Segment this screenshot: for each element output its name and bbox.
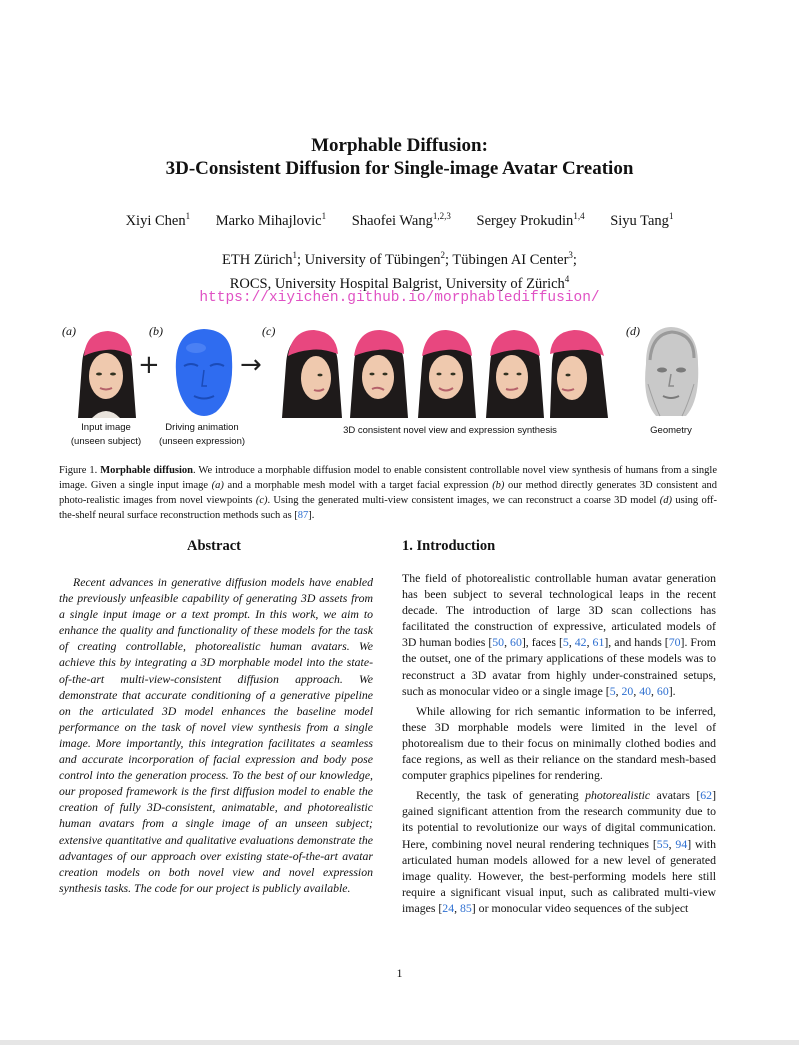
citation-link[interactable]: 42 [574, 635, 587, 650]
citation-link[interactable]: 94 [675, 836, 688, 851]
citation-link[interactable]: 61 [592, 635, 605, 650]
author-list [0, 211, 799, 230]
author: Siyu Tang$^1$ [610, 211, 674, 229]
page-bottom-edge [0, 1040, 799, 1045]
novel-view-2 [350, 330, 408, 418]
page-number: 1 [396, 966, 403, 980]
affiliations [0, 246, 799, 294]
citation-link[interactable]: 60 [656, 683, 669, 698]
label-b: (b) [149, 324, 163, 338]
citation-link[interactable]: 20 [621, 683, 634, 698]
figure-caption: Figure 1. Morphable diffusion. We introduce a morphable diffusion model to enable consistent controllable novel view synthesis of humans from a single image. Given a single input image (a) and a morphable mesh model with a target facial expression (b) our method directly generates 3D consistent and photo-realistic images from novel viewpoints (c). Using the generated multi-view consistent images, we can reconstruct a coarse 3D model (d) using off-the-shelf neural surface reconstruction methods such as [87]. [59, 465, 718, 521]
geometry-mesh-image [638, 324, 704, 420]
author: Xiyi Chen$^1$ [125, 211, 191, 229]
novel-view-1 [282, 330, 342, 418]
abstract-text: Recent advances in generative diffusion models have enabled the previously unfeasible capability of generating 3D assets from a single input image or a text prompt. In this work, we aim to enhance the quality and functionality of these models for the task of creating controllable, photorealistic human avatars. We achieve this by integrating a 3D morphable model into the state-of-the-art multi-view-consistent diffusion approach. We demonstrate that accurate conditioning of a generative pipeline on the articulated 3D model enhances the baseline model performance on the task of novel view synthesis from a single image. More importantly, this integration facilitates a seamless and accurate incorporation of facial expression and body pose control into the generation process. To the best of our knowledge, our proposed framework is the first diffusion model to enable the creation of fully 3D-consistent, animatable, and photorealistic human avatars from a single image of an unseen subject; extensive quantitative and qualitative evaluations demonstrate the advantages of our approach over existing state-of-the-art avatar creation models on both novel view and novel expression synthesis tasks. The code for our project is publicly available. [59, 575, 373, 895]
project-url-link[interactable]: https://xiyichen.github.io/morphablediffusion/ [199, 290, 600, 306]
abstract-heading: Abstract [187, 538, 241, 554]
label-c: (c) [262, 324, 276, 338]
affiliation-line-2: ROCS, University Hospital Balgrist, University of Zürich$^4$ [229, 273, 570, 292]
caption-driving-animation: Driving animation (unseen expression) [158, 422, 246, 447]
introduction-heading: 1. Introduction [402, 538, 496, 554]
intro-paragraph-2: While allowing for rich semantic information to be inferred, these 3D morphable models were limited in the level of photorealism due to their focus on minimally clothed bodies and face regions, as well as their reliance on the standard mesh-based computer graphics pipelines for rendering. [402, 703, 716, 783]
label-a: (a) [62, 324, 76, 338]
arrow-symbol: → [240, 350, 262, 380]
caption-input-image: Input image (unseen subject) [70, 422, 142, 447]
caption-geometry: Geometry [650, 425, 692, 436]
title-line-2: 3D-Consistent Diffusion for Single-image Avatar Creation [165, 158, 634, 179]
novel-view-images [276, 326, 610, 418]
citation-link[interactable]: 70 [668, 635, 681, 650]
citation-link[interactable]: 55 [656, 836, 669, 851]
caption-novel-views: 3D consistent novel view and expression synthesis [343, 425, 557, 436]
author: Sergey Prokudin$^{1,4}$ [476, 211, 585, 229]
plus-symbol: + [138, 350, 160, 380]
intro-paragraph-3: Recently, the task of generating photorealistic avatars [62] gained significant attention from the research community due to its potential to revolutionize our ways of digital communication. Here, combining novel neural rendering techniques [55, 94] with articulated human models allowed for a new level of generated image quality. However, the best-performing models here still require a significant visual input, such as calibrated multi-view images [24, 85] or monocular video sequences of the subject [402, 788, 717, 915]
citation-link[interactable]: 50 [492, 635, 505, 650]
affiliation-line-1: ETH Zürich$^1$; University of Tübingen$^2$; Tübingen AI Center$^3$; [222, 250, 577, 268]
title-line-1: Morphable Diffusion: [311, 135, 488, 156]
author: Marko Mihajlovic$^1$ [215, 211, 327, 229]
novel-view-3 [418, 330, 476, 418]
label-d: (d) [626, 324, 640, 338]
citation-link[interactable]: 5 [562, 635, 569, 650]
citation-link[interactable]: 60 [510, 635, 522, 650]
introduction-text [402, 570, 716, 920]
input-image [72, 326, 140, 418]
citation-link[interactable]: 85 [460, 900, 472, 915]
author: Shaofei Wang$^{1,2,3}$ [351, 211, 451, 229]
novel-view-4 [486, 330, 544, 418]
citation-link[interactable]: 5 [609, 683, 616, 698]
driving-mesh-image [166, 326, 242, 418]
intro-paragraph-1: The field of photorealistic controllable human avatar generation has been subject to several technological leaps in the recent decade. The introduction of large 3D scan collections has facilitated the construction of expressive, articulated models of 3D human bodies [50, 60], faces [5, 42, 61], and hands [70]. From the outset, one of the primary applications of these models was to reconstruct a 3D avatar from highly under-constrained setups, such as monocular video or a single image [5, 20, 40, 60]. [402, 571, 716, 698]
citation-link[interactable]: 40 [639, 683, 652, 698]
novel-view-5 [550, 330, 608, 418]
citation-link[interactable]: 87 [297, 510, 309, 521]
paper-title [0, 134, 799, 180]
citation-link[interactable]: 24 [442, 900, 455, 915]
citation-link[interactable]: 62 [700, 788, 713, 803]
